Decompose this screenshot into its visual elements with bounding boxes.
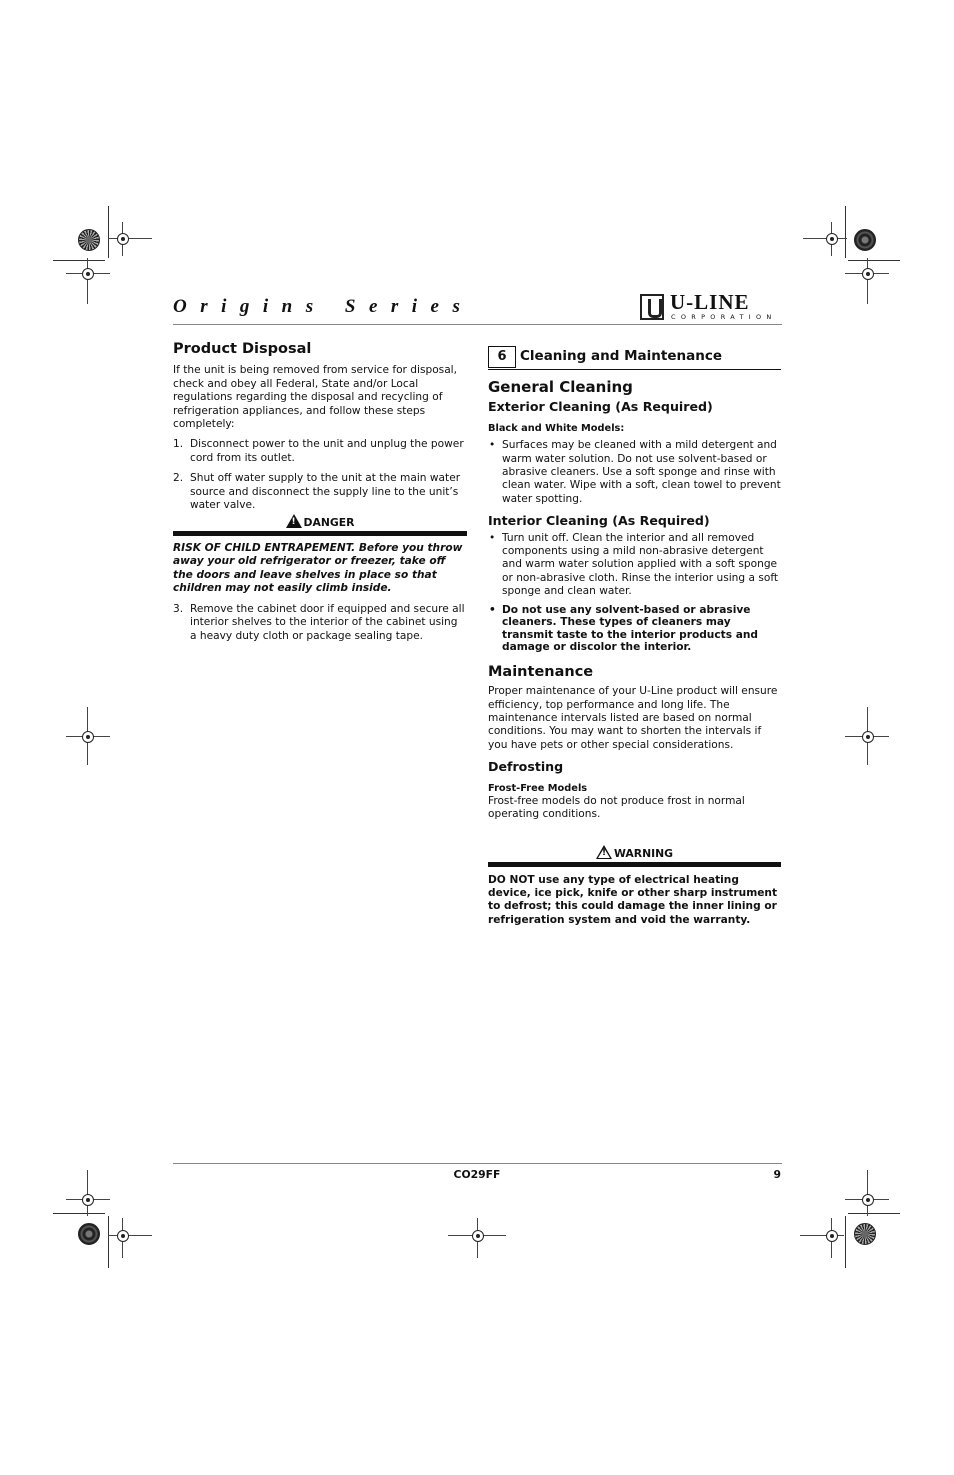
right-column — [488, 378, 781, 822]
general-cleaning-heading: General Cleaning — [488, 378, 633, 396]
list-item — [173, 438, 467, 465]
disposal-steps — [173, 438, 467, 512]
color-bar-disc-icon — [78, 1223, 100, 1245]
registration-mark-icon — [448, 1218, 506, 1258]
page-number: 9 — [773, 1168, 781, 1181]
list-item: • Surfaces may be cleaned with a mild detergent and warm water solution. Do not use solvent-based or abrasive cleaners. Use a soft sponge and rinse with clean water. Wipe with a soft, clean towel to prevent water spotting. — [489, 439, 781, 505]
registration-mark-icon — [845, 258, 889, 304]
step-text: Disconnect power to the unit and unplug the power cord from its outlet. — [190, 438, 464, 464]
step-3 — [173, 603, 467, 643]
step-number: 1. — [173, 438, 184, 451]
color-bar-disc-icon — [78, 229, 100, 251]
series-title: Origins Series — [173, 296, 474, 317]
maintenance-text: Proper maintenance of your U-Line product will ensure efficiency, top performance and long life. The maintenance intervals listed are based on normal conditions. You may want to shorten the intervals if you have pets or other special considerations. — [488, 685, 778, 751]
registration-mark-icon — [800, 1218, 844, 1258]
section-title: Cleaning and Maintenance — [520, 348, 722, 364]
logo-subtitle: CORPORATION — [671, 313, 777, 321]
list-item — [173, 603, 467, 643]
warning-label — [488, 845, 781, 860]
registration-mark-icon — [845, 707, 889, 765]
interior-list — [488, 532, 781, 654]
frost-free-heading: Frost-Free Models — [488, 782, 588, 794]
section-rule — [488, 369, 781, 370]
warning-triangle-icon: ! — [596, 845, 612, 859]
registration-mark-icon — [66, 707, 110, 765]
defrosting-heading: Defrosting — [488, 759, 564, 775]
registration-mark-icon — [66, 258, 110, 304]
u-line-logo — [640, 292, 782, 322]
warning-triangle-icon: ! — [286, 514, 302, 528]
list-item — [173, 472, 467, 512]
registration-mark-icon — [108, 222, 148, 256]
warning-bar — [488, 862, 781, 867]
logo-name: U-LINE — [670, 290, 750, 314]
registration-mark-icon — [66, 1170, 110, 1216]
section-number: 6 — [488, 346, 516, 368]
warning-label-text: WARNING — [613, 847, 674, 860]
color-bar-disc-icon — [854, 229, 876, 251]
step-number: 2. — [173, 472, 184, 485]
danger-label-text: DANGER — [303, 516, 355, 529]
maintenance-heading: Maintenance — [488, 663, 594, 680]
exterior-list — [488, 439, 781, 506]
danger-label — [173, 514, 467, 529]
danger-text: RISK OF CHILD ENTRAPEMENT. Before you throw away your old refrigerator or freezer, take off the doors and leave shelves in place so that children may not easily climb inside. — [173, 542, 463, 595]
list-item: • Turn unit off. Clean the interior and all removed components using a mild non-abrasive detergent and warm water solution applied with a soft sponge or non-abrasive cloth. Rinse the interior using a soft sponge and clean water. — [489, 531, 779, 598]
product-disposal-heading: Product Disposal — [173, 341, 312, 357]
registration-mark-icon — [108, 1218, 152, 1258]
color-bar-disc-icon — [854, 1223, 876, 1245]
warning-text: DO NOT use any type of electrical heating device, ice pick, knife or other sharp instrument to defrost; this could damage the inner lining or refrigeration system and void the warranty. — [488, 874, 778, 926]
product-disposal-intro: If the unit is being removed from service for disposal, check and obey all Federal, State and/or Local regulations regarding the disposal and recycling of refrigeration appliances, and follow these steps completely: — [173, 364, 457, 431]
registration-mark-icon — [803, 222, 843, 256]
step-number: 3. — [173, 603, 184, 615]
step-text: Remove the cabinet door if equipped and secure all interior shelves to the interior of the cabinet using a heavy duty cloth or package sealing tape. — [190, 603, 465, 642]
bullet-text: Surfaces may be cleaned with a mild detergent and warm water solution. Do not use solvent-based or abrasive cleaners. Use a soft sponge and rinse with clean water. Wipe with a soft, clean towel to prevent water spotting. — [502, 439, 781, 505]
exterior-cleaning-heading: Exterior Cleaning (As Required) — [488, 399, 713, 415]
list-item: • Do not use any solvent-based or abrasive cleaners. These types of cleaners may transmit taste to the interior products and damage or discolor the interior. — [489, 603, 758, 654]
bullet-text: Do not use any solvent-based or abrasive cleaners. These types of cleaners may transmit taste to the interior products and damage or discolor the interior. — [502, 603, 758, 654]
footer-rule — [173, 1163, 782, 1164]
u-line-logo-icon — [640, 294, 664, 320]
registration-mark-icon — [845, 1170, 889, 1216]
bullet-text: Turn unit off. Clean the interior and all removed components using a mild non-abrasive detergent and warm water solution applied with a soft sponge or non-abrasive cloth. Rinse the interior using a soft sponge and clean water. — [502, 531, 779, 598]
danger-bar — [173, 531, 467, 536]
frost-free-text: Frost-free models do not produce frost in normal operating conditions. — [488, 794, 745, 821]
header-rule — [173, 324, 782, 325]
step-text: Shut off water supply to the unit at the main water source and disconnect the supply line to the unit’s water valve. — [190, 472, 461, 512]
trim-mark — [845, 1216, 846, 1268]
left-column — [173, 343, 467, 512]
trim-mark — [845, 206, 846, 258]
model-number: CO29FF — [453, 1168, 501, 1181]
bw-models-heading: Black and White Models: — [488, 422, 625, 434]
interior-cleaning-heading: Interior Cleaning (As Required) — [488, 513, 710, 529]
